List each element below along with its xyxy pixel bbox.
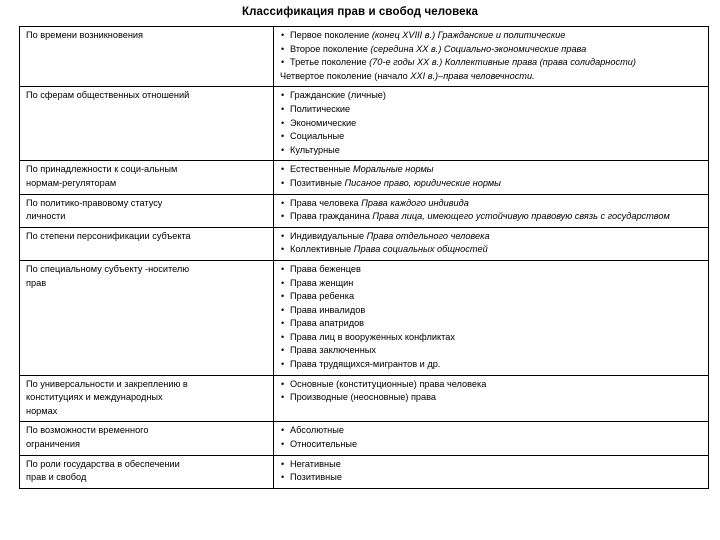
value-bullet-item (280, 378, 704, 392)
value-bullet-item (280, 177, 704, 191)
table-row (20, 87, 709, 161)
table-row (20, 27, 709, 87)
value-bullet-item (280, 144, 704, 158)
value-text: Права беженцев (290, 263, 361, 274)
value-text-emphasis: XXI в.)–права человечности. (410, 70, 535, 81)
value-text-emphasis: (70-е годы XX в.) Коллективные права (права солидарности) (369, 57, 636, 68)
value-text: Индивидуальные (290, 230, 367, 241)
value-text: Четвертое поколение (начало (280, 70, 411, 81)
values-cell (274, 260, 709, 375)
table-row (20, 194, 709, 227)
value-text: Права апатридов (290, 318, 365, 329)
value-text-emphasis: Моральные нормы (352, 164, 434, 175)
values-cell (274, 422, 709, 455)
value-bullet-item (280, 391, 704, 405)
value-bullet-item (280, 56, 704, 70)
criterion-line: По политико-правовому статусу (26, 197, 163, 208)
table-row (20, 227, 709, 260)
criterion-line: конституциях и международных (26, 392, 163, 403)
value-text-emphasis: Права каждого индивида (361, 197, 469, 208)
value-bullet-item (280, 43, 704, 57)
values-cell (274, 455, 709, 488)
value-text: Экономические (290, 117, 357, 128)
value-bullet-item (280, 331, 704, 345)
value-text: Права трудящихся-мигрантов и др. (290, 359, 441, 370)
value-text: Гражданские (личные) (290, 90, 386, 101)
value-text: Третье поколение (290, 57, 370, 68)
value-text: Позитивные (290, 472, 342, 483)
value-text: Производные (неосновные) права (290, 392, 437, 403)
criterion-line: По роли государства в обеспечении (26, 458, 180, 469)
criterion-cell (20, 161, 274, 194)
criterion-line: По времени возникновения (26, 30, 144, 40)
classification-table (19, 26, 709, 489)
value-bullet-item (280, 117, 704, 131)
value-text: Основные (конституционные) права человека (290, 378, 487, 389)
value-bullet-item (280, 243, 704, 257)
criterion-line: По специальному субъекту -носителю (26, 263, 190, 274)
value-text: Права лиц в вооруженных конфликтах (290, 331, 455, 342)
value-text-emphasis: Писаное право, юридические нормы (344, 177, 501, 188)
value-text: Абсолютные (290, 425, 344, 436)
value-bullet-item (280, 317, 704, 331)
criterion-line: личности (26, 211, 66, 222)
criterion-line: нормах (26, 405, 58, 416)
value-bullet-item (280, 263, 704, 277)
value-text-emphasis: Права социальных общностей (353, 244, 488, 255)
value-bullet-item (280, 471, 704, 485)
value-bullet-item (280, 130, 704, 144)
criterion-line: прав и свобод (26, 472, 87, 483)
criterion-cell (20, 422, 274, 455)
criterion-line: По сферам общественных отношений (26, 90, 190, 101)
value-text: Права женщин (290, 277, 354, 288)
table-row (20, 260, 709, 375)
value-text-emphasis: (середина XX в.) Социально-экономические права (370, 43, 587, 54)
value-bullet-item (280, 163, 704, 177)
values-cell (274, 87, 709, 161)
value-text: Права ребенка (290, 291, 355, 302)
criterion-line: нормам-регуляторам (26, 177, 117, 188)
criterion-cell (20, 227, 274, 260)
values-cell (274, 27, 709, 87)
criterion-cell (20, 375, 274, 422)
value-text: Второе поколение (290, 43, 371, 54)
value-text-emphasis: Права отдельного человека (366, 230, 490, 241)
values-cell (274, 227, 709, 260)
value-text: Права человека (290, 197, 362, 208)
value-bullet-item (280, 290, 704, 304)
value-text-emphasis: (конец XVIII в.) Гражданские и политические (371, 30, 566, 40)
value-text: Права заключенных (290, 345, 376, 356)
criterion-cell (20, 260, 274, 375)
value-text: Права гражданина (290, 211, 373, 222)
criterion-line: По универсальности и закреплению в (26, 378, 188, 389)
value-bullet-item (280, 458, 704, 472)
criterion-cell (20, 455, 274, 488)
value-bullet-item (280, 277, 704, 291)
table-row (20, 161, 709, 194)
criterion-line: По принадлежности к соци-альным (26, 164, 178, 175)
value-bullet-item (280, 29, 704, 43)
value-bullet-item (280, 424, 704, 438)
value-bullet-item (280, 304, 704, 318)
value-text: Естественные (290, 164, 353, 175)
value-bullet-item (280, 358, 704, 372)
value-text: Первое поколение (290, 30, 372, 40)
table-row (20, 422, 709, 455)
values-cell (274, 161, 709, 194)
criterion-cell (20, 194, 274, 227)
value-text-emphasis: Права лица, имеющего устойчивую правовую связь с государством (372, 211, 670, 222)
table-body (20, 27, 709, 489)
table-row (20, 375, 709, 422)
value-text: Коллективные (290, 244, 354, 255)
criterion-cell (20, 27, 274, 87)
value-text: Позитивные (290, 177, 345, 188)
value-bullet-item (280, 438, 704, 452)
criterion-line: По степени персонификации субъекта (26, 230, 191, 241)
criterion-cell (20, 87, 274, 161)
value-text: Права инвалидов (290, 304, 366, 315)
value-bullet-item (280, 197, 704, 211)
value-bullet-item (280, 344, 704, 358)
value-text: Культурные (290, 144, 340, 155)
value-text: Политические (290, 103, 351, 114)
value-bullet-item (280, 230, 704, 244)
value-text: Негативные (290, 458, 341, 469)
value-item (280, 70, 704, 84)
value-bullet-item (280, 210, 704, 224)
values-cell (274, 194, 709, 227)
values-cell (274, 375, 709, 422)
table-row (20, 455, 709, 488)
value-text: Социальные (290, 131, 345, 142)
value-text: Относительные (290, 439, 358, 450)
value-bullet-item (280, 103, 704, 117)
page-title: Классификация прав и свобод человека (242, 6, 478, 18)
criterion-line: По возможности временного (26, 425, 149, 436)
criterion-line: прав (26, 277, 47, 288)
criterion-line: ограничения (26, 439, 80, 450)
value-bullet-item (280, 89, 704, 103)
